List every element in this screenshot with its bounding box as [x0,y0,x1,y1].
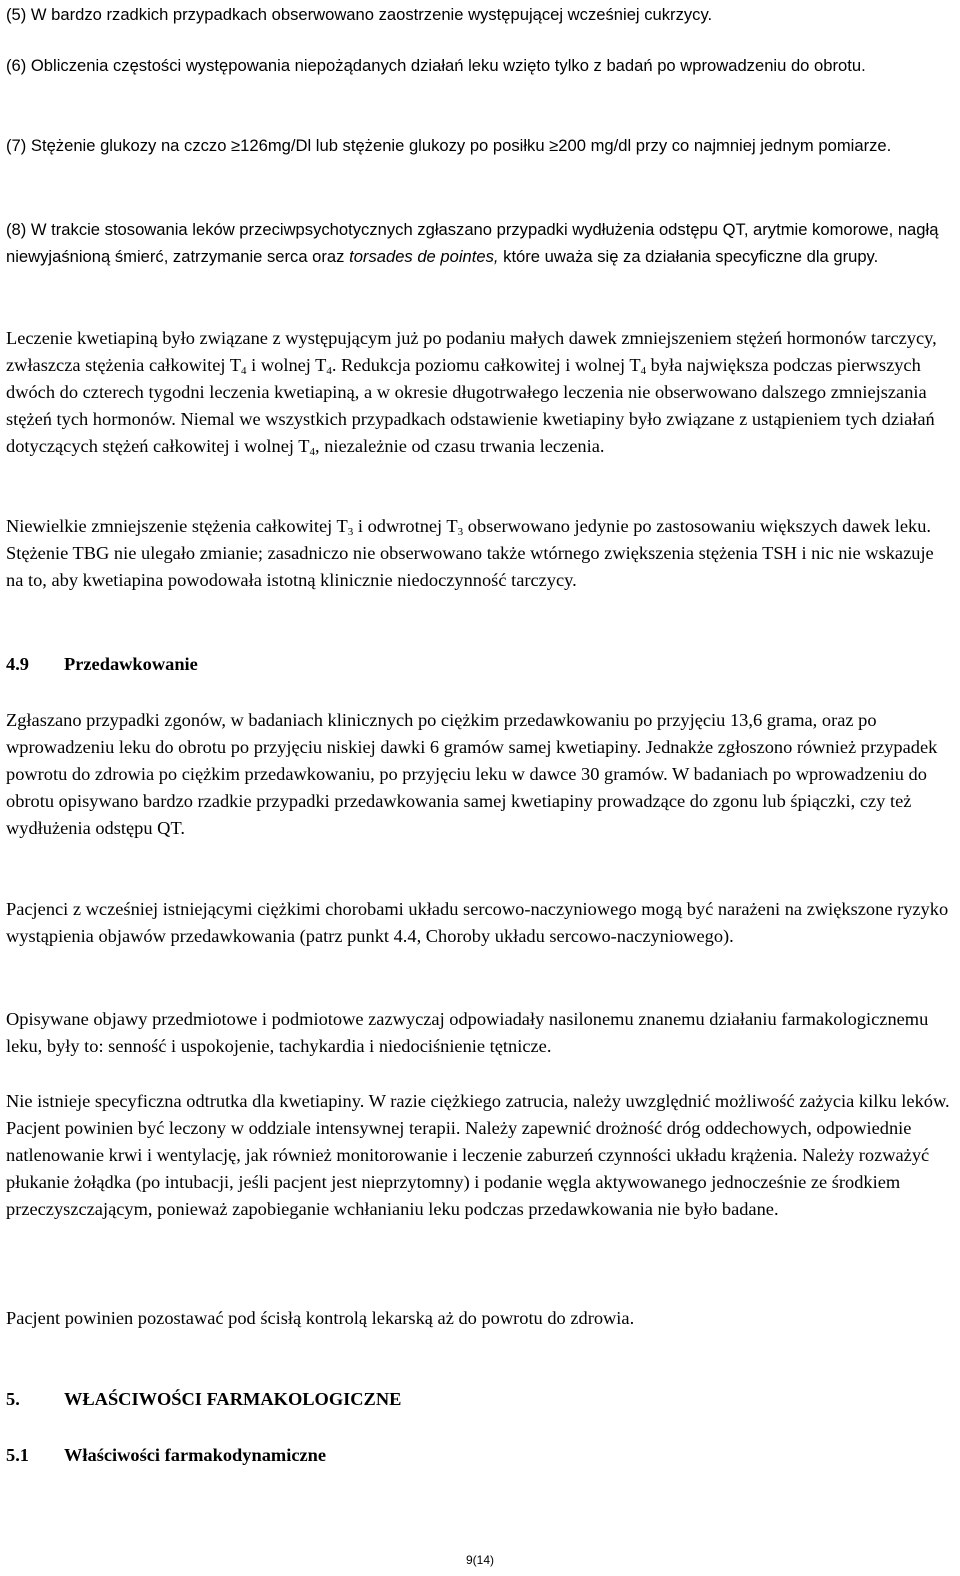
subscript: 3 [457,526,464,538]
footnote-7-part-c: 200 mg/dl przy co najmniej jednym pomiarze. [558,136,892,155]
subscript: 4 [309,446,315,458]
section-title: Przedawkowanie [64,654,198,674]
footnote-8 [6,216,954,270]
greater-equal-symbol: ≥ [231,136,241,155]
paragraph-cardiovascular-risk: Pacjenci z wcześniej istniejącymi ciężkimi chorobami układu sercowo-naczyniowego mogą być narażeni na zwiększone ryzyko wystąpienia objawów przedawkowania (patrz punkt 4.4, Choroby układu sercowo-naczyniowego). [6,899,949,946]
text-run: Leczenie kwetiapiną było związane z występującym już po podaniu małych dawek zmniejszeniem stężeń hormonów tarczycy, zwłaszcza stężenia całkowitej T [6,328,937,375]
footnote-6: (6) Obliczenia częstości występowania niepożądanych działań leku wzięto tylko z badań po wprowadzeniu do obrotu. [6,56,866,75]
subscript: 4 [640,365,647,377]
greater-equal-symbol: ≥ [549,136,559,155]
text-run: obserwowano jedynie po zastosowaniu większych dawek leku. Stężenie TBG nie ulegało zmianie; zasadniczo nie obserwowano także wtórnego zwiększenia stężenia TSH i nic nie wskazuje na to, aby kwetiapina powodowała istotną klinicznie niedoczynność tarczycy. [6,516,934,590]
footnote-7-part-b: 126mg/Dl lub stężenie glukozy po posiłku [240,136,550,155]
text-run: Niewielkie zmniejszenie stężenia całkowitej T [6,516,348,536]
subscript: 4 [326,365,332,377]
text-run: i wolnej T [246,355,327,375]
section-heading-5 [6,1386,401,1413]
footnote-5: (5) W bardzo rzadkich przypadkach obserwowano zaostrzenie występującej wcześniej cukrzycy. [6,5,713,24]
paragraph-symptoms: Opisywane objawy przedmiotowe i podmiotowe zazwyczaj odpowiadały nasilonemu znanemu działaniu farmakologicznemu leku, były to: senność i uspokojenie, tachykardia i niedociśnienie tętnicze. [6,1009,929,1056]
section-number: 5.1 [6,1445,29,1465]
paragraph-overdose-cases: Zgłaszano przypadki zgonów, w badaniach klinicznych po ciężkim przedawkowaniu po przyjęciu 13,6 grama, oraz po wprowadzeniu leku do obrotu po przyjęciu niskiej dawki 6 gramów samej kwetiapiny. Jednakże zgłoszono również przypadek powrotu do zdrowia po ciężkim przedawkowaniu, po przyjęciu leku w dawce 30 gramów. W badaniach po wprowadzeniu do obrotu opisywano bardzo rzadkie przypadki przedawkowania samej kwetiapiny prowadzące do zgonu lub śpiączki, czy też wydłużenia odstępu QT. [6,710,938,838]
footnote-7 [6,132,954,159]
paragraph-thyroid-t3 [6,513,954,594]
section-title: Właściwości farmakodynamiczne [64,1445,327,1465]
paragraph-thyroid-t4 [6,325,956,460]
section-number: 5. [6,1389,20,1409]
text-run: była największa podczas pierwszych dwóch do czterech tygodni leczenia kwetiapiną, a w okresie długotrwałego leczenia nie obserwowano dalszego zmniejszania stężeń tych hormonów. Niemal we wszystkich przypadkach odstawienie kwetiapiny było związane z ustąpieniem tych działań dotyczących stężeń całkowitej i wolnej T [6,355,935,456]
subscript: 4 [241,365,247,377]
paragraph-monitoring: Pacjent powinien pozostawać pod ścisłą kontrolą lekarską aż do powrotu do zdrowia. [6,1308,635,1328]
section-number: 4.9 [6,654,29,674]
footnote-7-part-a: (7) Stężenie glukozy na czczo [6,136,232,155]
section-title: WŁAŚCIWOŚCI FARMAKOLOGICZNE [64,1389,402,1409]
text-run: . Redukcja poziomu całkowitej i wolnej T [331,355,641,375]
subscript: 3 [347,526,354,538]
paragraph-treatment: Nie istnieje specyficzna odtrutka dla kwetiapiny. W razie ciężkiego zatrucia, należy uwzględnić możliwość zażycia kilku leków. Pacjent powinien być leczony w oddziale intensywnej terapii. Należy zapewnić drożność dróg oddechowych, odpowiednie natlenowanie krwi i wentylację, jak również monitorowanie i leczenie zaburzeń czynności układu krążenia. Należy rozważyć płukanie żołądka (po intubacji, jeśli pacjent jest nieprzytomny) i podanie węgla aktywowanego jednocześnie ze środkiem przeczyszczającym, ponieważ zapobieganie wchłanianiu leku podczas przedawkowania nie było badane. [6,1091,950,1219]
text-run: i odwrotnej T [353,516,458,536]
footnote-8-part-a: (8) W trakcie stosowania leków przeciwpsychotycznych zgłaszano przypadki wydłużenia odstępu QT, arytmie komorowe, nagłą niewyjaśnioną śmierć, zatrzymanie serca oraz [6,220,939,266]
section-heading-5-1 [6,1442,326,1469]
footnote-8-part-b: które uważa się za działania specyficzne dla grupy. [498,247,879,266]
text-run: , niezależnie od czasu trwania leczenia. [315,436,605,456]
page-number: 9(14) [465,1553,494,1567]
footnote-8-italic-term: torsades de pointes, [349,247,499,266]
section-heading-4-9 [6,651,198,678]
